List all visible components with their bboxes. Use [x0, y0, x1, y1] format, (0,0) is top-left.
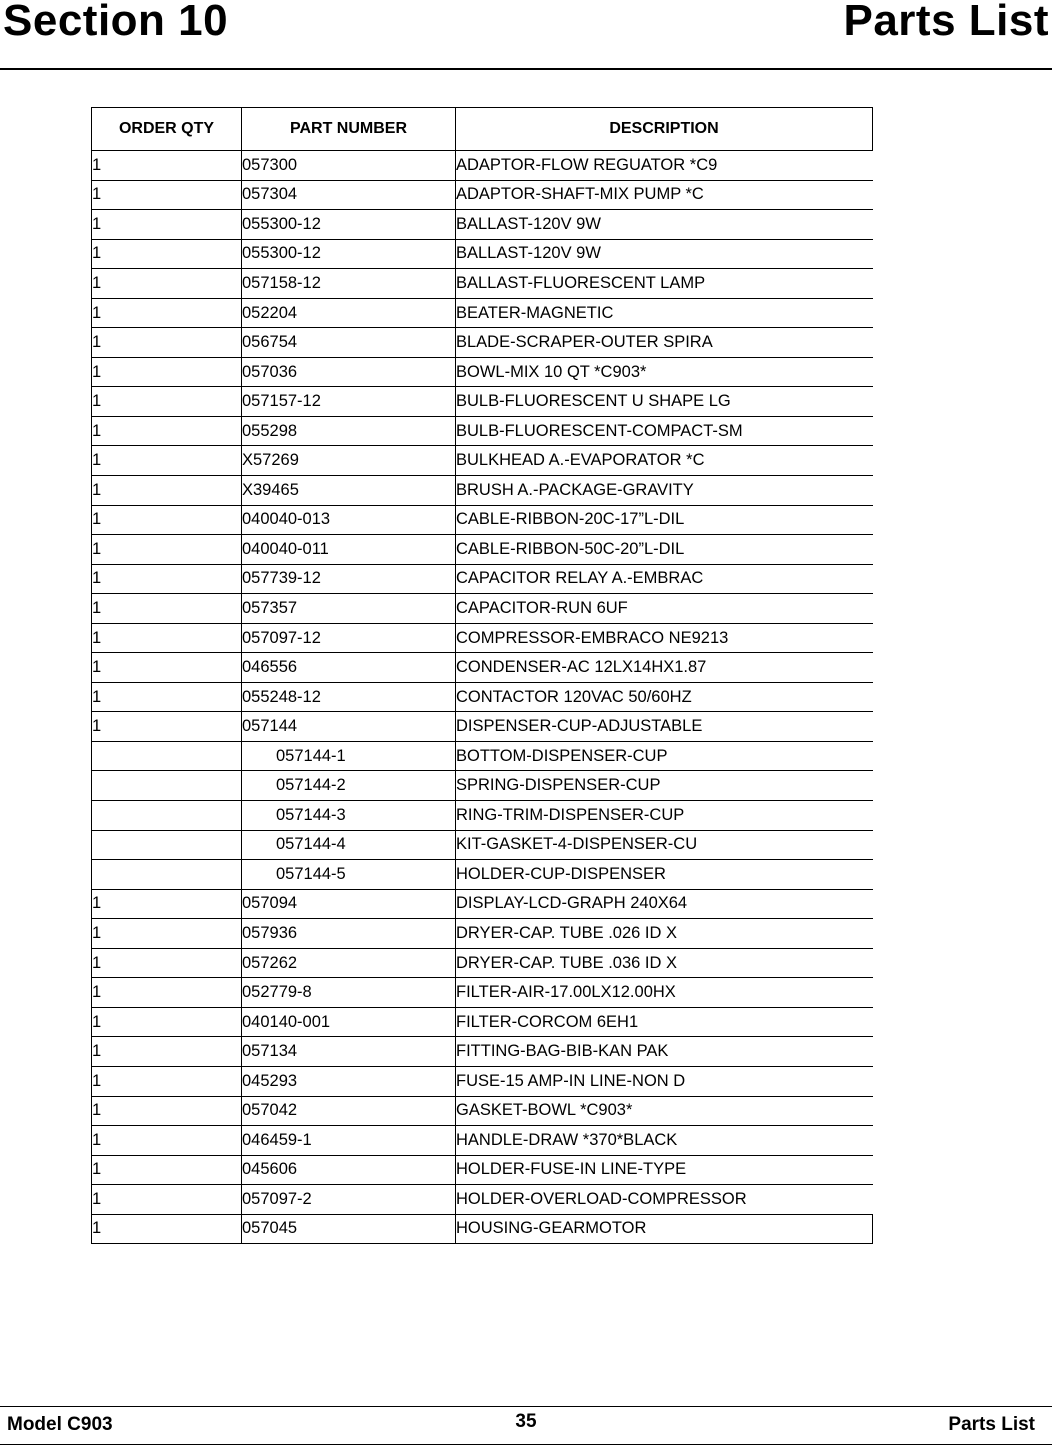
part-number-cell: 052204 [242, 298, 456, 328]
part-number-cell: 057144-1 [242, 741, 456, 771]
order-qty-cell: 1 [92, 151, 242, 181]
order-qty-cell: 1 [92, 623, 242, 653]
order-qty-cell: 1 [92, 1007, 242, 1037]
order-qty-cell: 1 [92, 564, 242, 594]
table-row [92, 269, 873, 299]
part-number-cell: 052779-8 [242, 978, 456, 1008]
part-number-cell: 057300 [242, 151, 456, 181]
part-number-cell: 057144-3 [242, 801, 456, 831]
description-cell: BEATER-MAGNETIC [456, 298, 873, 328]
description-cell: DISPENSER-CUP-ADJUSTABLE [456, 712, 873, 742]
table-row [92, 771, 873, 801]
description-cell: FUSE-15 AMP-IN LINE-NON D [456, 1066, 873, 1096]
part-number-cell: 046459-1 [242, 1126, 456, 1156]
order-qty-cell: 1 [92, 328, 242, 358]
part-number-cell: 057045 [242, 1214, 456, 1244]
part-number-cell: 057144-5 [242, 860, 456, 890]
order-qty-cell: 1 [92, 357, 242, 387]
part-number-cell: 055300-12 [242, 210, 456, 240]
description-cell: BULB-FLUORESCENT-COMPACT-SM [456, 416, 873, 446]
part-number-cell: 057144-4 [242, 830, 456, 860]
table-row [92, 1037, 873, 1067]
order-qty-cell [92, 860, 242, 890]
part-number-cell: 057097-12 [242, 623, 456, 653]
description-cell: FILTER-AIR-17.00LX12.00HX [456, 978, 873, 1008]
part-number-cell: X57269 [242, 446, 456, 476]
description-cell: BRUSH A.-PACKAGE-GRAVITY [456, 476, 873, 506]
footer-title: Parts List [948, 1414, 1035, 1435]
description-cell: HOLDER-CUP-DISPENSER [456, 860, 873, 890]
column-header-description: DESCRIPTION [456, 108, 873, 151]
order-qty-cell [92, 830, 242, 860]
order-qty-cell: 1 [92, 653, 242, 683]
table-row [92, 476, 873, 506]
part-number-cell: 057097-2 [242, 1185, 456, 1215]
table-row [92, 801, 873, 831]
part-number-cell: 056754 [242, 328, 456, 358]
description-cell: BULB-FLUORESCENT U SHAPE LG [456, 387, 873, 417]
table-row [92, 387, 873, 417]
table-row [92, 505, 873, 535]
table-row [92, 1214, 873, 1244]
table-row [92, 357, 873, 387]
column-header-part-number: PART NUMBER [242, 108, 456, 151]
part-number-cell: 040140-001 [242, 1007, 456, 1037]
order-qty-cell: 1 [92, 1066, 242, 1096]
part-number-cell: 046556 [242, 653, 456, 683]
description-cell: BALLAST-FLUORESCENT LAMP [456, 269, 873, 299]
description-cell: BALLAST-120V 9W [456, 239, 873, 269]
description-cell: ADAPTOR-SHAFT-MIX PUMP *C [456, 180, 873, 210]
part-number-cell: X39465 [242, 476, 456, 506]
order-qty-cell: 1 [92, 948, 242, 978]
table-row [92, 623, 873, 653]
description-cell: SPRING-DISPENSER-CUP [456, 771, 873, 801]
part-number-cell: 057157-12 [242, 387, 456, 417]
description-cell: GASKET-BOWL *C903* [456, 1096, 873, 1126]
part-number-cell: 057739-12 [242, 564, 456, 594]
footer-divider-top [0, 1406, 1052, 1407]
table-row [92, 860, 873, 890]
table-row [92, 830, 873, 860]
part-number-cell: 057094 [242, 889, 456, 919]
order-qty-cell: 1 [92, 978, 242, 1008]
table-row [92, 1066, 873, 1096]
order-qty-cell: 1 [92, 594, 242, 624]
table-row [92, 564, 873, 594]
table-row [92, 889, 873, 919]
description-cell: BALLAST-120V 9W [456, 210, 873, 240]
part-number-cell: 057262 [242, 948, 456, 978]
table-row [92, 180, 873, 210]
order-qty-cell [92, 771, 242, 801]
part-number-cell: 057936 [242, 919, 456, 949]
description-cell: CONDENSER-AC 12LX14HX1.87 [456, 653, 873, 683]
order-qty-cell: 1 [92, 1037, 242, 1067]
page-number: 35 [515, 1411, 537, 1432]
part-number-cell: 057042 [242, 1096, 456, 1126]
table-row [92, 1007, 873, 1037]
table-row [92, 919, 873, 949]
part-number-cell: 045606 [242, 1155, 456, 1185]
order-qty-cell: 1 [92, 476, 242, 506]
order-qty-cell: 1 [92, 1185, 242, 1215]
description-cell: CONTACTOR 120VAC 50/60HZ [456, 682, 873, 712]
part-number-cell: 055300-12 [242, 239, 456, 269]
description-cell: FILTER-CORCOM 6EH1 [456, 1007, 873, 1037]
section-heading: Section 10 [3, 0, 229, 45]
description-cell: BOWL-MIX 10 QT *C903* [456, 357, 873, 387]
description-cell: CABLE-RIBBON-20C-17”L-DIL [456, 505, 873, 535]
order-qty-cell: 1 [92, 269, 242, 299]
table-header-row [92, 108, 873, 151]
table-row [92, 682, 873, 712]
order-qty-cell: 1 [92, 1214, 242, 1244]
order-qty-cell: 1 [92, 210, 242, 240]
description-cell: RING-TRIM-DISPENSER-CUP [456, 801, 873, 831]
order-qty-cell: 1 [92, 535, 242, 565]
part-number-cell: 057144 [242, 712, 456, 742]
order-qty-cell [92, 741, 242, 771]
order-qty-cell: 1 [92, 889, 242, 919]
description-cell: FITTING-BAG-BIB-KAN PAK [456, 1037, 873, 1067]
order-qty-cell: 1 [92, 239, 242, 269]
order-qty-cell: 1 [92, 416, 242, 446]
parts-table-body [92, 151, 873, 1244]
table-row [92, 712, 873, 742]
part-number-cell: 057144-2 [242, 771, 456, 801]
description-cell: BLADE-SCRAPER-OUTER SPIRA [456, 328, 873, 358]
description-cell: COMPRESSOR-EMBRACO NE9213 [456, 623, 873, 653]
part-number-cell: 040040-013 [242, 505, 456, 535]
table-row [92, 594, 873, 624]
table-row [92, 298, 873, 328]
part-number-cell: 055248-12 [242, 682, 456, 712]
table-row [92, 416, 873, 446]
order-qty-cell: 1 [92, 387, 242, 417]
order-qty-cell: 1 [92, 1126, 242, 1156]
page-title: Parts List [843, 0, 1049, 45]
order-qty-cell: 1 [92, 919, 242, 949]
order-qty-cell [92, 801, 242, 831]
part-number-cell: 057357 [242, 594, 456, 624]
description-cell: HOLDER-OVERLOAD-COMPRESSOR [456, 1185, 873, 1215]
description-cell: CAPACITOR-RUN 6UF [456, 594, 873, 624]
order-qty-cell: 1 [92, 682, 242, 712]
table-row [92, 1096, 873, 1126]
part-number-cell: 040040-011 [242, 535, 456, 565]
order-qty-cell: 1 [92, 1155, 242, 1185]
parts-table [91, 107, 873, 1244]
description-cell: HOUSING-GEARMOTOR [456, 1214, 873, 1244]
part-number-cell: 057304 [242, 180, 456, 210]
part-number-cell: 057134 [242, 1037, 456, 1067]
order-qty-cell: 1 [92, 505, 242, 535]
description-cell: CAPACITOR RELAY A.-EMBRAC [456, 564, 873, 594]
description-cell: ADAPTOR-FLOW REGUATOR *C9 [456, 151, 873, 181]
description-cell: CABLE-RIBBON-50C-20”L-DIL [456, 535, 873, 565]
order-qty-cell: 1 [92, 712, 242, 742]
footer-divider-bottom [0, 1444, 1052, 1445]
table-row [92, 978, 873, 1008]
order-qty-cell: 1 [92, 1096, 242, 1126]
description-cell: HANDLE-DRAW *370*BLACK [456, 1126, 873, 1156]
order-qty-cell: 1 [92, 180, 242, 210]
table-row [92, 210, 873, 240]
table-row [92, 1185, 873, 1215]
footer-model: Model C903 [7, 1414, 113, 1435]
description-cell: DRYER-CAP. TUBE .026 ID X [456, 919, 873, 949]
header-divider [0, 68, 1052, 70]
table-row [92, 1126, 873, 1156]
table-row [92, 535, 873, 565]
table-row [92, 1155, 873, 1185]
description-cell: KIT-GASKET-4-DISPENSER-CU [456, 830, 873, 860]
part-number-cell: 055298 [242, 416, 456, 446]
description-cell: BULKHEAD A.-EVAPORATOR *C [456, 446, 873, 476]
part-number-cell: 057158-12 [242, 269, 456, 299]
table-row [92, 239, 873, 269]
part-number-cell: 045293 [242, 1066, 456, 1096]
table-row [92, 653, 873, 683]
table-row [92, 948, 873, 978]
description-cell: DISPLAY-LCD-GRAPH 240X64 [456, 889, 873, 919]
column-header-order-qty: ORDER QTY [92, 108, 242, 151]
table-row [92, 741, 873, 771]
description-cell: BOTTOM-DISPENSER-CUP [456, 741, 873, 771]
order-qty-cell: 1 [92, 298, 242, 328]
description-cell: HOLDER-FUSE-IN LINE-TYPE [456, 1155, 873, 1185]
table-row [92, 151, 873, 181]
part-number-cell: 057036 [242, 357, 456, 387]
table-row [92, 328, 873, 358]
description-cell: DRYER-CAP. TUBE .036 ID X [456, 948, 873, 978]
table-row [92, 446, 873, 476]
order-qty-cell: 1 [92, 446, 242, 476]
